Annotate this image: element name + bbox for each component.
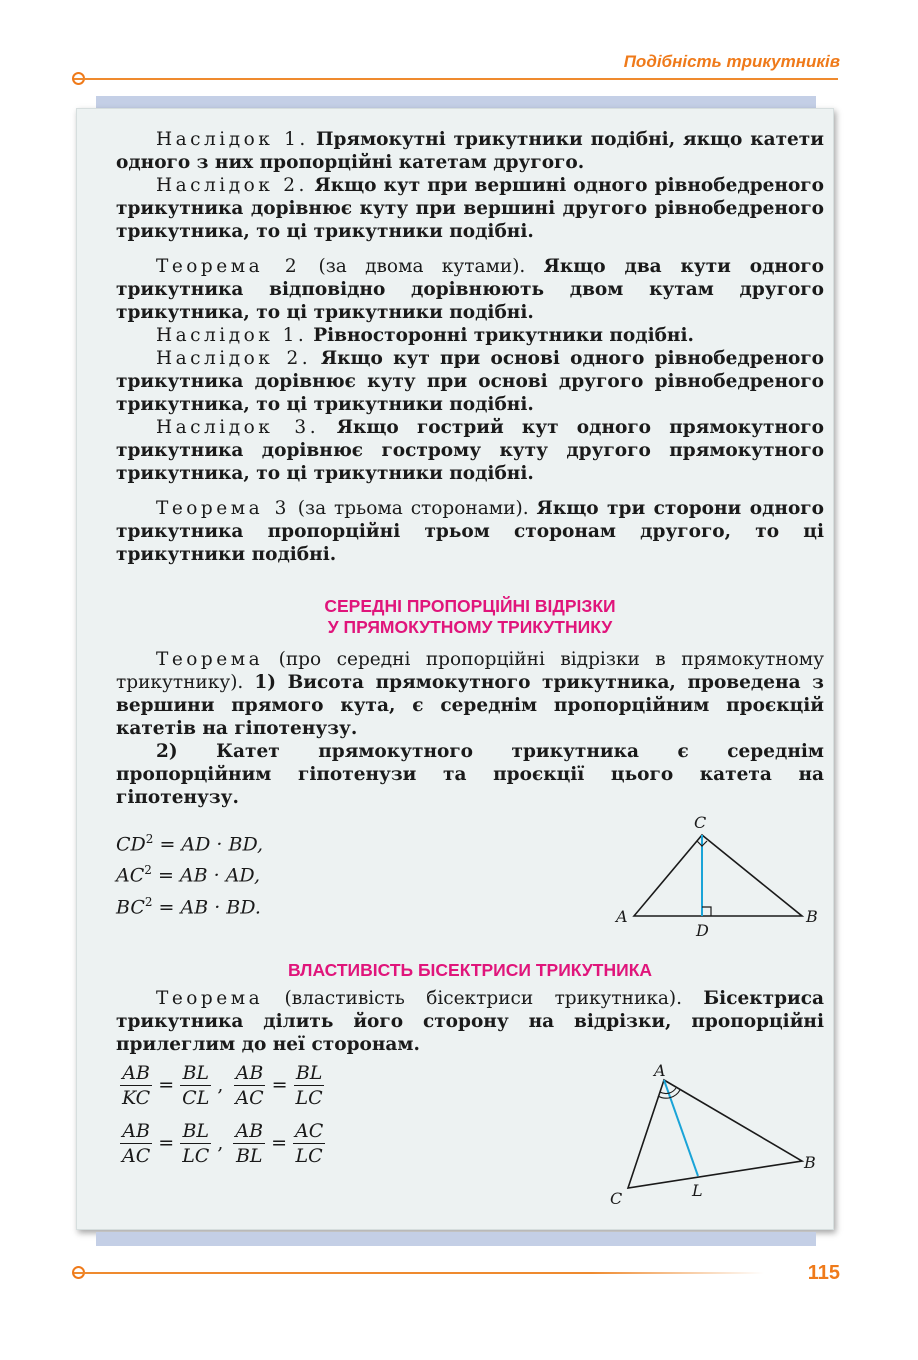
content-panel — [76, 108, 834, 1230]
theorem-3: Теорема 3 (за трьома сторонами). Якщо три сторони одного трикутника пропорційні трьом сторонам другого, то ці трикутники подібні. — [116, 498, 824, 565]
label-l: L — [692, 1181, 703, 1200]
theorem-2: Теорема 2 (за двома кутами). Якщо два кути одного трикутника відповідно дорівнюють двом кутам другого трикутника, то ці трикутники подібні. — [116, 256, 824, 323]
fraction: $\frac{AC}{LC}$ — [295, 1119, 324, 1167]
label-b: B — [804, 1153, 816, 1172]
fraction: $\frac{BL}{LC}$ — [182, 1119, 210, 1167]
fraction: $\frac{BL}{LC}$ — [295, 1061, 323, 1109]
theorem-2-corollary-2: Наслідок 2. Якщо кут при основі одного рівнобедреного трикутника дорівнює куту при основі другого рівнобедреного трикутника, то ці трикутники подібні. — [116, 348, 824, 415]
fraction: $\frac{AB}{BL}$ — [235, 1119, 264, 1167]
corollary-2: Наслідок 2. Якщо кут при вершині одного рівнобедреного трикутника дорівнює куту при вершині другого рівнобедреного трикутника, то ці трикутники подібні. — [116, 175, 824, 242]
formula-ac: $AC^2$ = AB · AD, — [116, 863, 261, 887]
label-c: C — [694, 813, 707, 832]
bisector-section — [116, 960, 824, 1056]
right-angle-mark-d — [702, 907, 711, 916]
header-rule — [74, 78, 838, 80]
corollary-1: Наслідок 1. Прямокутні трикутники подібні, якщо катети одного з них пропорційні катетам другого. — [116, 129, 824, 173]
content-body — [116, 128, 824, 809]
theorem-bisector: Теорема (властивість бісектриси трикутника). Бісектриса трикутника ділить його сторону на відрізки, пропорційні прилеглим до неї сторонам. — [116, 988, 824, 1055]
theorem-proportional-part-2: 2) Катет прямокутного трикутника є середнім пропорційним гіпотенузи та проєкції цього катета на гіпотенузу. — [116, 741, 824, 808]
label-a: A — [654, 1061, 666, 1080]
bisector-al — [664, 1080, 698, 1176]
fraction: $\frac{AB}{AC}$ — [122, 1119, 151, 1167]
right-triangle-figure — [604, 808, 824, 938]
proportional-formulas — [116, 826, 263, 920]
page-number: 115 — [807, 1262, 840, 1284]
bisector-formulas — [116, 1056, 329, 1172]
fraction: $\frac{BL}{CL}$ — [182, 1061, 210, 1109]
triangle-abc — [634, 835, 802, 916]
bisector-triangle-figure — [596, 1058, 826, 1208]
section-title-proportional: СЕРЕДНІ ПРОПОРЦІЙНІ ВІДРІЗКИ У ПРЯМОКУТНОМУ ТРИКУТНИКУ — [324, 596, 616, 637]
theorem-2-corollary-1: Наслідок 1. Рівносторонні трикутники подібні. — [156, 325, 694, 346]
section-title-bisector: ВЛАСТИВІСТЬ БІСЕКТРИСИ ТРИКУТНИКА — [287, 960, 653, 980]
fraction: $\frac{AB}{AC}$ — [235, 1061, 264, 1109]
panel-bottom-tab — [96, 1232, 816, 1246]
theorem-proportional: Теорема (про середні пропорційні відрізки в прямокутному трикутнику). 1) Висота прямокутного трикутника, проведена з вершини прямого кута, є середнім пропорційним проєкцій катетів на гіпотенузу. — [116, 649, 824, 739]
running-title: Подібність трикутників — [623, 52, 840, 71]
formula-cd: $CD^2$ = AD · BD, — [116, 832, 264, 856]
triangle-abc-bisector — [628, 1080, 802, 1188]
formula-row-1: $\frac{AB}{KC}$ = $\frac{BL}{CL}$ , $\frac{AB}{AC}$ = $\frac{BL}{LC}$ — [122, 1061, 323, 1109]
label-b: B — [806, 907, 818, 926]
formula-bc: $BC^2$ = AB · BD. — [116, 894, 261, 918]
label-a: A — [616, 907, 628, 926]
fraction: $\frac{AB}{KC}$ — [122, 1061, 151, 1109]
footer-rule — [74, 1272, 764, 1274]
label-d: D — [696, 921, 709, 938]
theorem-2-corollary-3: Наслідок 3. Якщо гострий кут одного прямокутного трикутника дорівнює гострому куту другого прямокутного трикутника, то ці трикутники подібні. — [116, 417, 824, 484]
formula-row-2: $\frac{AB}{AC}$ = $\frac{BL}{LC}$ , $\frac{AB}{BL}$ = $\frac{AC}{LC}$ — [122, 1119, 324, 1167]
label-c: C — [610, 1189, 623, 1208]
